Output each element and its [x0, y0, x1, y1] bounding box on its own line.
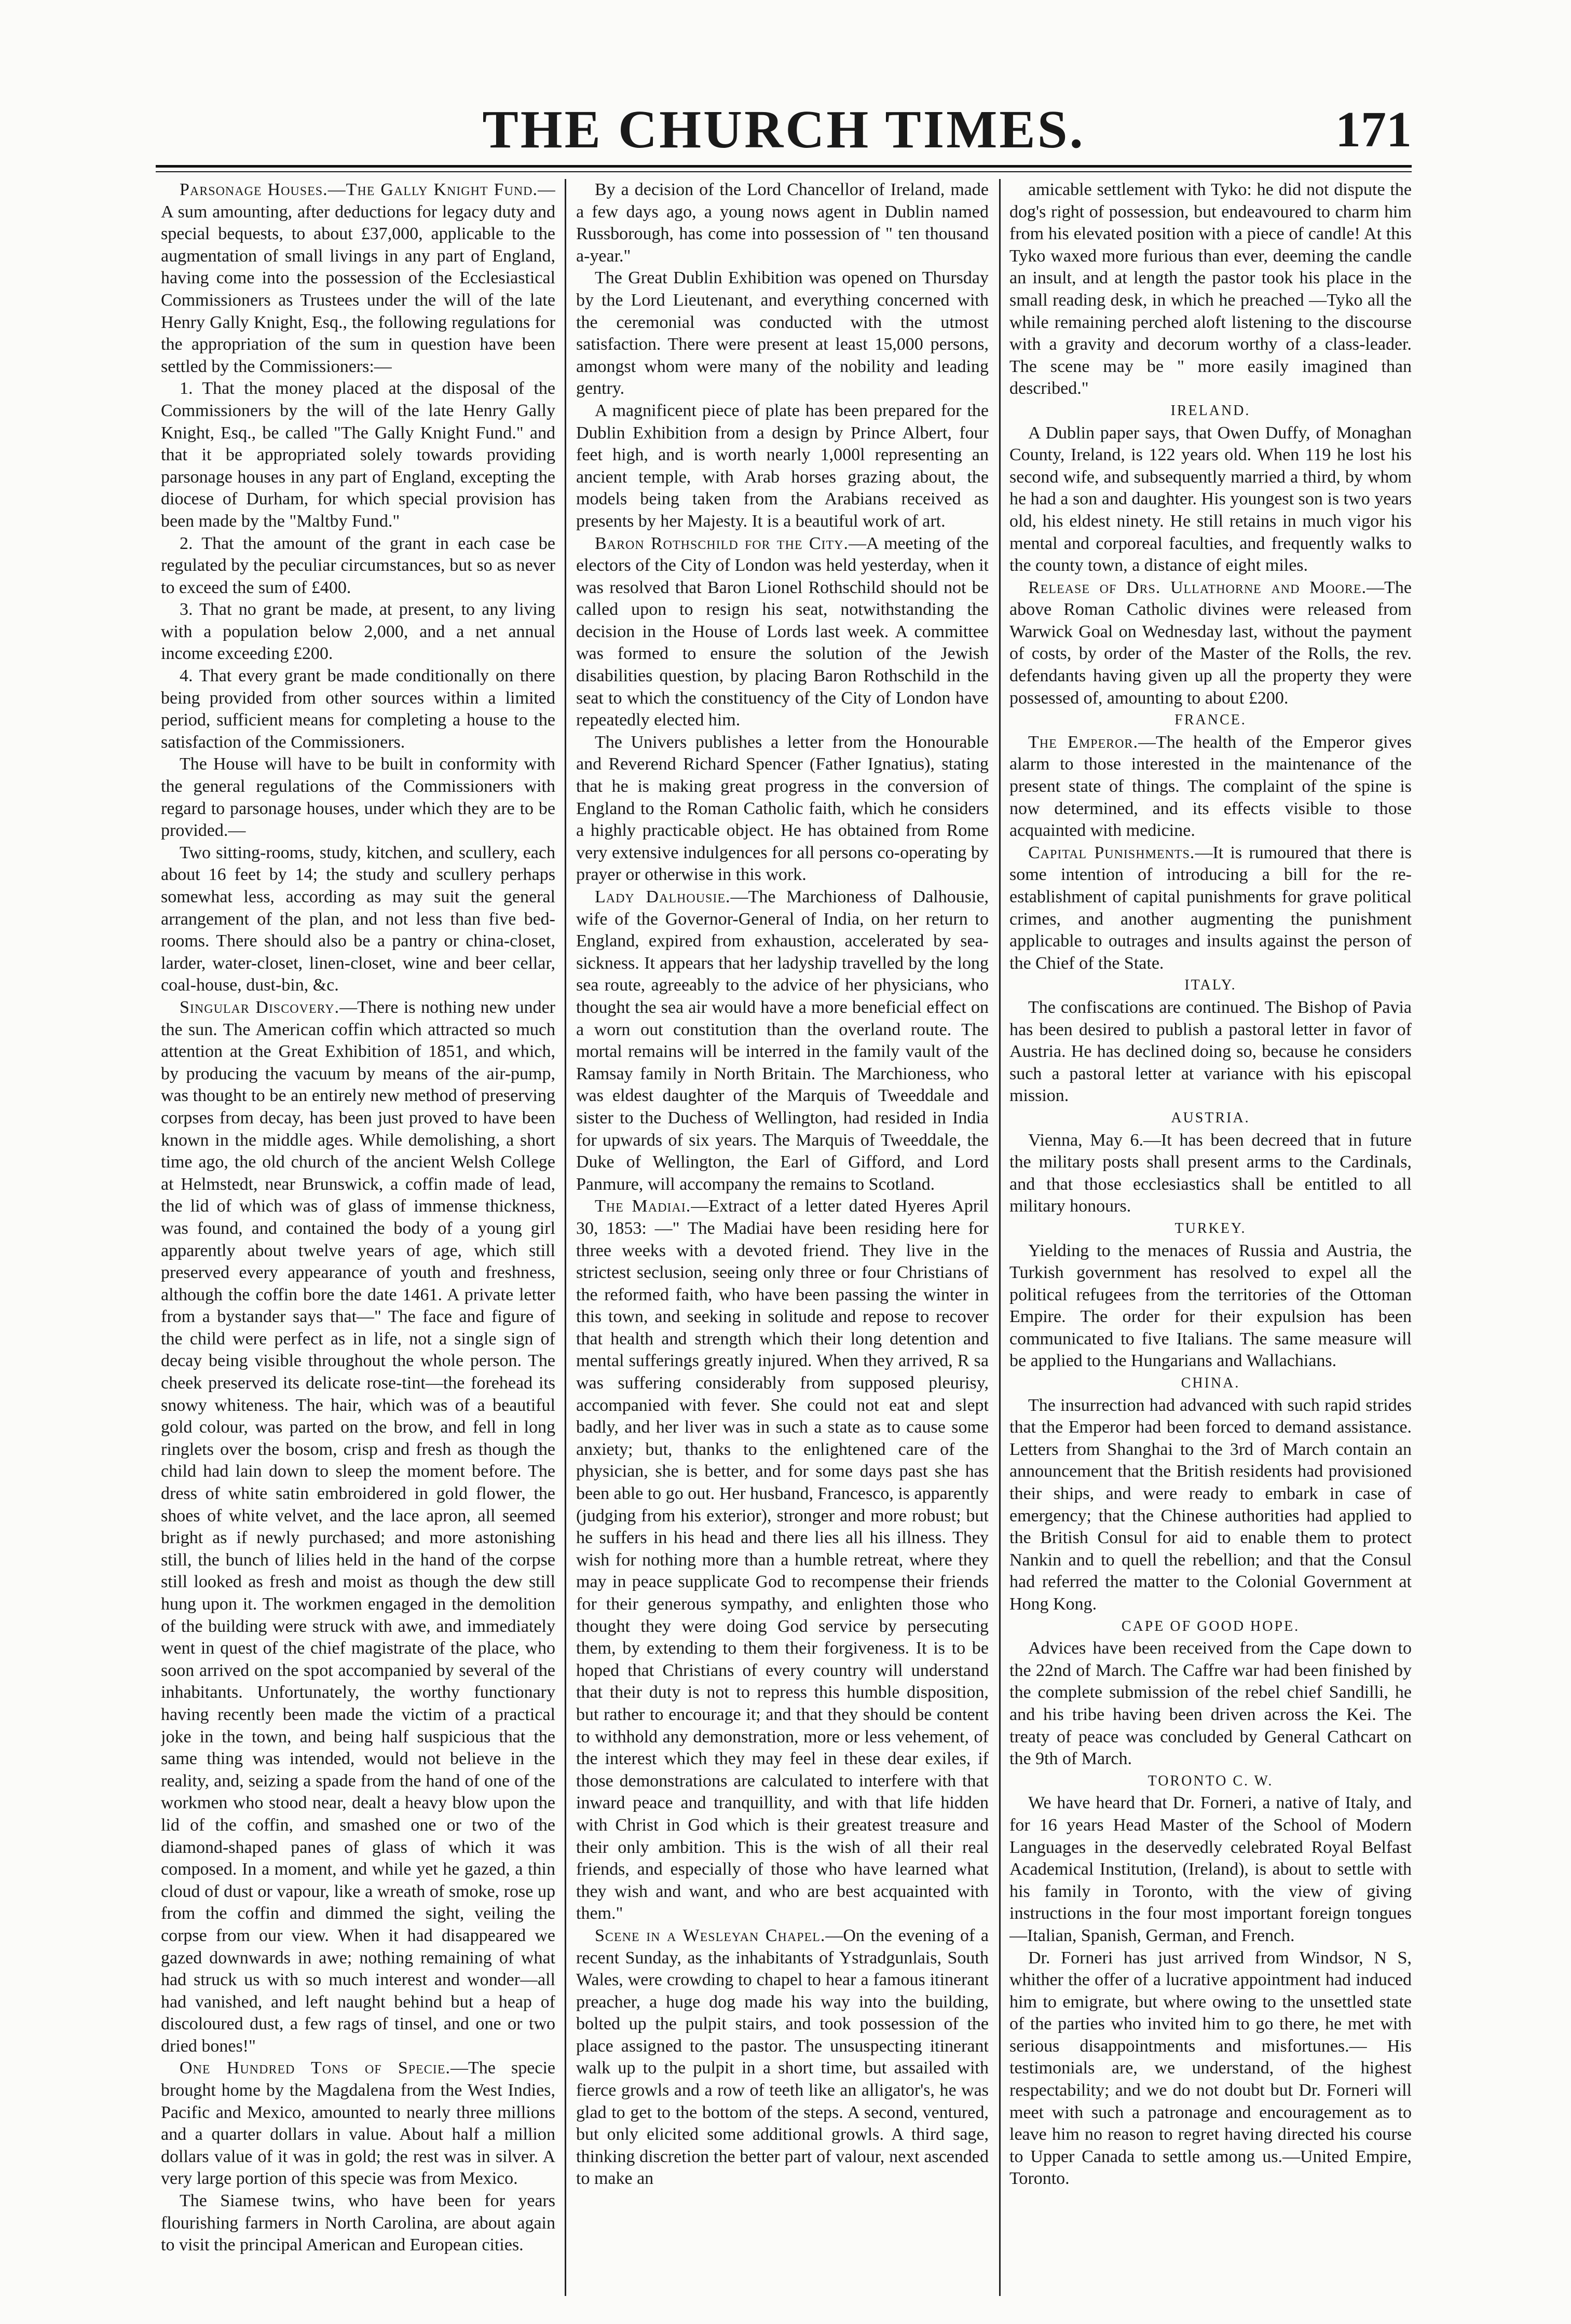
section-heading: ITALY. — [1184, 977, 1237, 994]
section-heading: CAPE OF GOOD HOPE. — [1121, 1618, 1300, 1634]
article-text: The Great Dublin Exhibition was opened on Thursday by the Lord Lieutenant, and everything concerned with the ceremonial was conducted with the utmost satisfaction. There were present at least 15,000 persons, amongst whom were many of the nobility and leading gentry. — [576, 268, 989, 398]
article-headline: Release of Drs. Ullathorne and Moore. — [1028, 577, 1367, 597]
article-text: The insurrection had advanced with such rapid strides that the Emperor had been forced to demand assistance. Letters from Shanghai to the 3rd of March contain an announcement that the British residents had provisioned their ships, and were ready to embark in case of emergency; that the Chinese authorities had applied to the British Consul for aid to enable them to protect Nankin and to quell the rebellion; and that the Consul had referred the matter to the Colonial Government at Hong Kong. — [1009, 1395, 1412, 1614]
article-paragraph — [161, 179, 555, 378]
article-paragraph — [1009, 997, 1412, 1107]
article-paragraph — [1009, 1638, 1412, 1770]
article-paragraph — [576, 179, 989, 267]
article-paragraph — [161, 997, 555, 2058]
article-paragraph — [576, 886, 989, 1195]
article-text: Dr. Forneri has just arrived from Windsor, N S, whither the offer of a lucrative appointment had induced him to emigrate, but where owing to the unsettled state of the parties who invited him to go there, he met with serious disappointments and misfortunes.— His testimonials are, we understand, of the highest respectability; and we do not doubt but Dr. Forneri will meet with such a patronage and encouragement as to leave him no reason to regret having directed his course to Upper Canada to settle among us.—United Empire, Toronto. — [1009, 1948, 1412, 2189]
section-heading: CHINA. — [1181, 1375, 1240, 1392]
article-headline: The Emperor. — [1028, 732, 1139, 752]
article-paragraph — [161, 2190, 555, 2257]
article-paragraph — [576, 267, 989, 400]
section-heading: IRELAND. — [1170, 402, 1251, 419]
article-paragraph — [161, 842, 555, 997]
article-text: —The specie brought home by the Magdalena from the West Indies, Pacific and Mexico, amounted to nearly three millions and a quarter dollars in value. About half a million dollars value of it was in gold; the rest was in silver. A very large portion of this specie was from Mexico. — [161, 2058, 555, 2189]
article-paragraph — [161, 533, 555, 599]
section-heading: TORONTO C. W. — [1147, 1772, 1274, 1789]
newspaper-title: THE CHURCH TIMES. — [482, 100, 1085, 159]
article-text: The Univers publishes a letter from the Honourable and Reverend Richard Spencer (Father Ignatius), stating that he is making great progress in the conversion of England to the Roman Catholic faith, which he considers a highly practicable object. He has obtained from Rome very extensive indulgences for all persons co-operating by prayer or otherwise in this work. — [576, 732, 989, 885]
article-paragraph — [161, 2057, 555, 2190]
article-text: —A sum amounting, after deductions for legacy duty and special bequests, to about £37,000, applicable to the augmentation of small livings in any part of England, having come into the possession of the Ecclesiastical Commissioners as Trustees under the will of the late Henry Gally Knight, Esq., the following regulations for the appropriation of the sum in question have been settled by the Commissioners:— — [161, 180, 555, 376]
article-text: —It is rumoured that there is some intention of introducing a bill for the re-establishment of capital punishments for grave political crimes, and another augmenting the punishment applicable to outrages and insults against the person of the Chief of the State. — [1009, 843, 1412, 973]
article-paragraph — [1009, 842, 1412, 975]
article-text: The confiscations are continued. The Bishop of Pavia has been desired to publish a pastoral letter in favor of Austria. He has declined doing so, because he considers such a pastoral letter at variance with his episcopal mission. — [1009, 997, 1412, 1106]
article-text: —The health of the Emperor gives alarm to those interested in the maintenance of the present state of things. The complaint of the spine is now determined, and its effects visible to those acquainted with medicine. — [1009, 732, 1412, 841]
article-paragraph — [161, 378, 555, 532]
section-heading: TURKEY. — [1174, 1220, 1247, 1236]
article-text: 1. That the money placed at the disposal of the Commissioners by the will of the late Henry Gally Knight, Esq., be called "The Gally Knight Fund." and that it be appropriated solely towards providing parsonage houses in any part of England, excepting the diocese of Durham, for which special provision has been made by the "Maltby Fund." — [161, 379, 555, 531]
article-headline: Scene in a Wesleyan Chapel. — [595, 1926, 826, 1945]
article-paragraph — [161, 599, 555, 665]
article-text: The House will have to be built in conformity with the general regulations of the Commissioners with regard to parsonage houses, under which they are to be provided.— — [161, 754, 555, 841]
article-paragraph — [161, 665, 555, 753]
article-text: A Dublin paper says, that Owen Duffy, of Monaghan County, Ireland, is 122 years old. When 119 he lost his second wife, and subsequently married a third, by whom he had a son and daughter. His youngest son is two years old, his eldest ninety. He still retains in much vigor his mental and corporeal faculties, and frequently walks to the county town, a distance of eight miles. — [1009, 423, 1412, 575]
article-paragraph — [1009, 1395, 1412, 1616]
article-headline: The Madiai. — [595, 1197, 691, 1216]
article-paragraph — [576, 533, 989, 732]
article-paragraph — [1009, 732, 1412, 842]
column-divider — [565, 179, 566, 2296]
article-paragraph — [1009, 1240, 1412, 1373]
article-text: 4. That every grant be made conditionally on there being provided from other sources within a limited period, sufficient means for completing a house to the satisfaction of the Commissioners. — [161, 666, 555, 752]
article-headline: One Hundred Tons of Specie. — [180, 2058, 450, 2078]
article-text: —On the evening of a recent Sunday, as the inhabitants of Ystradgunlais, South Wales, were crowding to chapel to hear a famous itinerant preacher, a huge dog made his way into the building, bolted up the pulpit stairs, and took possession of the place assigned to the pastor. The unsuspecting itinerant walk up to the pulpit in a short time, but assailed with fierce growls and a row of teeth like an alligator's, he was glad to get to the bottom of the steps. A second, ventured, but only elicited some additional growls. A third sage, thinking discretion the better part of valour, next ascended to make an — [576, 1926, 989, 2189]
masthead — [156, 96, 1412, 163]
article-paragraph — [1009, 1792, 1412, 1947]
article-text: —A meeting of the electors of the City of London was held yesterday, when it was resolved that Baron Lionel Rothschild should not be called upon to resign his seat, notwithstanding the decision in the House of Lords last week. A committee was formed to ensure the solution of the Jewish disabilities question, by placing Baron Rothschild in the seat to which the constituency of the City of London have repeatedly elected him. — [576, 533, 989, 730]
article-text: Two sitting-rooms, study, kitchen, and scullery, each about 16 feet by 14; the study and scullery perhaps somewhat less, according as may suit the general arrangement of the plan, and not less than five bed-rooms. There should also be a pantry or china-closet, larder, water-closet, linen-closet, wine and beer cellar, coal-house, dust-bin, &c. — [161, 843, 555, 995]
column-divider — [999, 179, 1001, 2296]
article-text: amicable settlement with Tyko: he did not dispute the dog's right of possession, but endeavoured to charm him from his elevated position with a piece of candle! At this Tyko waxed more furious than ever, deeming the candle an insult, and at length the pastor took his place in the small reading desk, in which he preached —Tyko all the while remaining perched aloft listening to the discourse with a gravity and decorum worthy of a class-leader. The scene may be " more easily imagined than described." — [1009, 180, 1412, 398]
article-text: —There is nothing new under the sun. The American coffin which attracted so much attention at the Great Exhibition of 1851, and which, by producing the vacuum by means of the air-pump, was thought to be an entirely new method of preserving corpses from decay, has been just proved to have been known in the middle ages. While demolishing, a short time ago, the old church of the ancient Welsh College at Helmstedt, near Brunswick, a coffin made of lead, the lid of which was of glass of immense thickness, was found, and contained the body of a young girl apparently about twelve years of age, which still preserved every appearance of youth and freshness, although the coffin bore the date 1461. A private letter from a bystander says that—" The face and figure of the child were perfect as in life, not a single sign of decay being visible throughout the whole person. The cheek preserved its delicate rose-tint—the forehead its snowy whiteness. The hair, which was of a beautiful gold colour, was parted on the brow, and fell in long ringlets over the bosom, crisp and fresh as though the child had lain down to sleep the moment before. The dress of white satin embroidered in gold flower, the shoes of white velvet, and the lace apron, all seemed bright as if newly purchased; and more astonishing still, the bunch of lilies held in the hand of the corpse still looked as fresh and moist as though the dew still hung upon it. The workmen engaged in the demolition of the building were struck with awe, and immediately went in quest of the chief magistrate of the place, who soon arrived on the spot accompanied by several of the inhabitants. Unfortunately, the worthy functionary having recently been made the victim of a practical joke in the town, and being half suspicious that the same thing was intended, would not believe in the reality, and, seizing a spade from the hand of one of the workmen who stood near, dealt a heavy blow upon the lid of the coffin, and smashed one or two of the diamond-shaped panes of glass of which it was composed. In a moment, and while yet he gazed, a thin cloud of dust or vapour, like a wreath of smoke, rose up from the coffin and dimmed the sight, veiling the corpse from our view. When it had disappeared we gazed downwards in awe; nothing remaining of what had struck us with so much interest and wonder—all had vanished, and left naught behind but a heap of discoloured dust, a few rags of tinsel, and one or two dried bones!" — [161, 997, 555, 2056]
article-paragraph — [1009, 577, 1412, 710]
article-paragraph — [1009, 179, 1412, 400]
article-paragraph — [1009, 1130, 1412, 1218]
section-heading: FRANCE. — [1174, 712, 1247, 728]
column-3 — [1009, 179, 1412, 2296]
section-heading: AUSTRIA. — [1171, 1109, 1250, 1126]
column-2 — [576, 179, 989, 2296]
article-headline: Singular Discovery. — [180, 997, 340, 1017]
article-paragraph — [161, 753, 555, 842]
article-text: We have heard that Dr. Forneri, a native of Italy, and for 16 years Head Master of the School of Modern Languages in the deservedly celebrated Royal Belfast Academical Institution, (Ireland), is about to settle with his family in Toronto, with the view of giving instructions in the four most important foreign tongues—Italian, Spanish, German, and French. — [1009, 1793, 1412, 1945]
masthead-rule-thin — [156, 171, 1412, 172]
article-paragraph — [576, 1195, 989, 1925]
article-paragraph — [576, 732, 989, 886]
article-headline: Capital Punishments. — [1028, 843, 1195, 862]
article-text: —Extract of a letter dated Hyeres April 30, 1853: —" The Madiai have been residing here for three weeks with a devoted friend. They live in the strictest seclusion, seeing only three or four Christians of the reformed faith, who have been passing the winter in this town, and seeking in solitude and repose to recover that health and strength which their long detention and mental sufferings greatly injured. When they arrived, R sa was suffering considerably from supposed pleurisy, accompanied with fever. She could not eat and slept badly, and her liver was in such a state as to cause some anxiety; but, thanks to the enlightened care of the physician, she is better, and for some days past she has been able to go out. Her husband, Francesco, is apparently (judging from his exterior), stronger and more robust; but he suffers in his head and there lies all his illness. They wish for nothing more than a humble retreat, where they may in peace supplicate God to recompense their friends for their generous sympathy, and enlighten those who thought they were doing God service by persecuting them, by extending to them their forgiveness. It is to be hoped that Christians of every country will understand that their duty is not to repress this humble disposition, but rather to encourage it; and that they should be content to withhold any demonstration, more or less vehement, of the interest which they may feel in these dear exiles, if those demonstrations are calculated to interfere with that inward peace and tranquillity, and with that life hidden with Christ in God which is their greatest treasure and their only ambition. This is the wish of all their real friends, and especially of those who have learned what they wish and want, and who are best acquainted with them." — [576, 1197, 989, 1923]
article-paragraph — [576, 400, 989, 533]
article-text: Advices have been received from the Cape down to the 22nd of March. The Caffre war had been finished by the complete submission of the rebel chief Sandilli, he and his tribe having been driven across the Kei. The treaty of peace was concluded by General Cathcart on the 9th of March. — [1009, 1639, 1412, 1769]
article-text: —The above Roman Catholic divines were released from Warwick Goal on Wednesday last, without the payment of costs, by order of the Master of the Rolls, the rev. defendants having given up all the property they were possessed of, amounting to about £200. — [1009, 577, 1412, 708]
article-text: 3. That no grant be made, at present, to any living with a population below 2,000, and a net annual income exceeding £200. — [161, 600, 555, 664]
page-number: 171 — [1335, 102, 1412, 158]
article-text: —The Marchioness of Dalhousie, wife of the Governor-General of India, on her return to England, expired from exhaustion, accelerated by sea-sickness. It appears that her ladyship travelled by the long sea route, agreeably to the advice of her physicians, who thought the sea air would have a more beneficial effect on a worn out constitution than the overland route. The mortal remains will be interred in the family vault of the Ramsay family in North Britain. The Marchioness, who was eldest daughter of the Marquis of Tweeddale and sister to the Duchess of Wellington, had resided in India for upwards of six years. The Marquis of Tweeddale, the Duke of Wellington, the Earl of Gifford, and Lord Panmure, will accompany the remains to Scotland. — [576, 887, 989, 1194]
article-text: A magnificent piece of plate has been prepared for the Dublin Exhibition from a design by Prince Albert, four feet high, and is worth nearly 1,000l representing an ancient temple, with Arab horses grazing about, the models being taken from the Arabians received as presents by her Majesty. It is a beautiful work of art. — [576, 401, 989, 531]
column-1 — [161, 179, 555, 2296]
article-text: By a decision of the Lord Chancellor of Ireland, made a few days ago, a young nows agent in Dublin named Russborough, has come into possession of " ten thousand a-year." — [576, 180, 989, 266]
article-text: Yielding to the menaces of Russia and Austria, the Turkish government has resolved to expel all the political refugees from the territories of the Ottoman Empire. The order for their expulsion has been communicated to five Italians. The same measure will be applied to the Hungarians and Wallachians. — [1009, 1241, 1412, 1371]
article-text: 2. That the amount of the grant in each case be regulated by the peculiar circumstances, but so as never to exceed the sum of £400. — [161, 533, 555, 597]
article-paragraph — [1009, 1947, 1412, 2191]
article-headline: Parsonage Houses.—The Gally Knight Fund. — [180, 180, 538, 199]
article-paragraph — [1009, 422, 1412, 577]
masthead-rule-thick — [156, 165, 1412, 168]
article-headline: Lady Dalhousie. — [595, 887, 731, 906]
article-text: The Siamese twins, who have been for years flourishing farmers in North Carolina, are about again to visit the principal American and European cities. — [161, 2191, 555, 2255]
article-text: Vienna, May 6.—It has been decreed that in future the military posts shall present arms to the Cardinals, and that those ecclesiastics shall be entitled to all military honours. — [1009, 1130, 1412, 1216]
article-paragraph — [576, 1925, 989, 2190]
article-headline: Baron Rothschild for the City. — [595, 533, 849, 553]
